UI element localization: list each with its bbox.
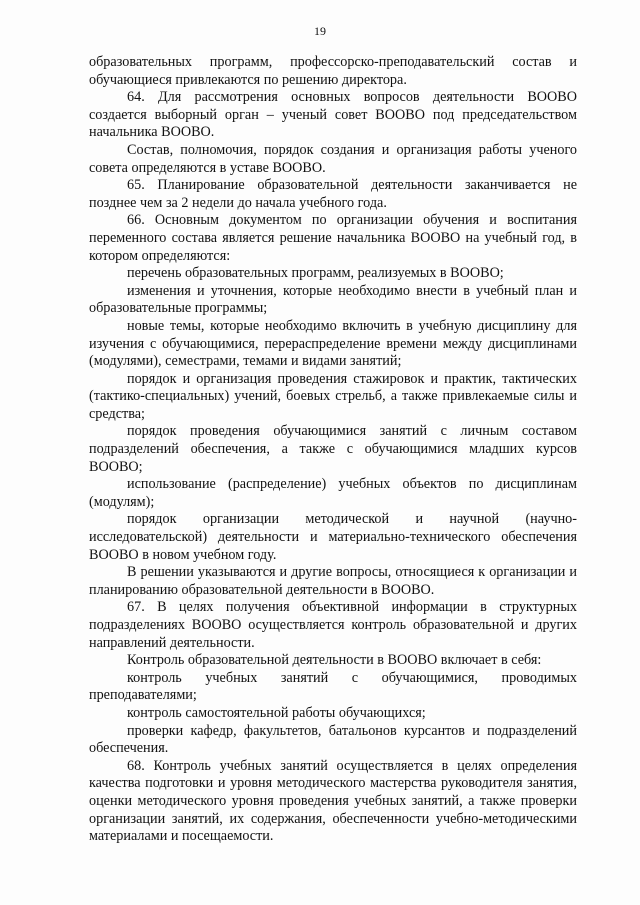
list-item: новые темы, которые необходимо включить в учебную дисциплину для изучения с обучающимися, перераспределение времени между дисциплинами (модулями), семестрами, темами и видами занятий; — [89, 317, 577, 370]
paragraph: 65. Планирование образовательной деятельности заканчивается не позднее чем за 2 недели до начала учебного года. — [89, 177, 577, 211]
paragraph: 64. Для рассмотрения основных вопросов деятельности ВООВО создается выборный орган – ученый совет ВООВО под председательством начальника ВООВО. — [89, 89, 577, 141]
paragraph: образовательных программ, профессорско-преподавательский состав и обучающиеся привлекаются по решению директора. — [89, 54, 577, 88]
paragraph: 68. Контроль учебных занятий осуществляется в целях определения качества подготовки и уровня методического мастерства руководителя занятия, оценки методического уровня проведения учебных занятий, а также проверки организации занятий, их содержания, обеспеченности учебно-методическими материалами и посещаемости. — [89, 757, 577, 845]
page-number: 19 — [314, 24, 326, 38]
list-item: порядок проведения обучающимися занятий с личным составом подразделений обеспечения, а также с обучающимися младших курсов ВООВО; — [89, 423, 577, 475]
list-item: перечень образовательных программ, реализуемых в ВООВО; — [127, 265, 504, 282]
list-item: контроль учебных занятий с обучающимися, проводимых преподавателями; — [89, 669, 577, 704]
paragraph: Контроль образовательной деятельности в ВООВО включает в себя: — [127, 652, 542, 669]
list-item: контроль самостоятельной работы обучающихся; — [127, 704, 426, 721]
list-item: проверки кафедр, факультетов, батальонов курсантов и подразделений обеспечения. — [89, 722, 577, 757]
paragraph: 66. Основным документом по организации обучения и воспитания переменного состава является решение начальника ВООВО на учебный год, в котором определяются: — [89, 212, 577, 264]
list-item: использование (распределение) учебных объектов по дисциплинам (модулям); — [89, 476, 577, 510]
list-item: порядок и организация проведения стажировок и практик, тактических (тактико-специальных) учений, боевых стрельб, а также привлекаемые силы и средства; — [89, 370, 577, 422]
list-item: порядок организации методической и научной (научно-исследовательской) деятельности и материально-технического обеспечения ВООВО в новом учебном году. — [89, 511, 577, 563]
paragraph: 67. В целях получения объективной информации в структурных подразделениях ВООВО осуществляется контроль образовательной и других направлений деятельности. — [89, 599, 577, 651]
list-item: изменения и уточнения, которые необходимо внести в учебный план и образовательные программы; — [89, 282, 577, 317]
paragraph: Состав, полномочия, порядок создания и организация работы ученого совета определяются в уставе ВООВО. — [89, 141, 577, 176]
document-body — [89, 54, 577, 846]
paragraph: В решении указываются и другие вопросы, относящиеся к организации и планированию образовательной деятельности в ВООВО. — [89, 564, 577, 598]
